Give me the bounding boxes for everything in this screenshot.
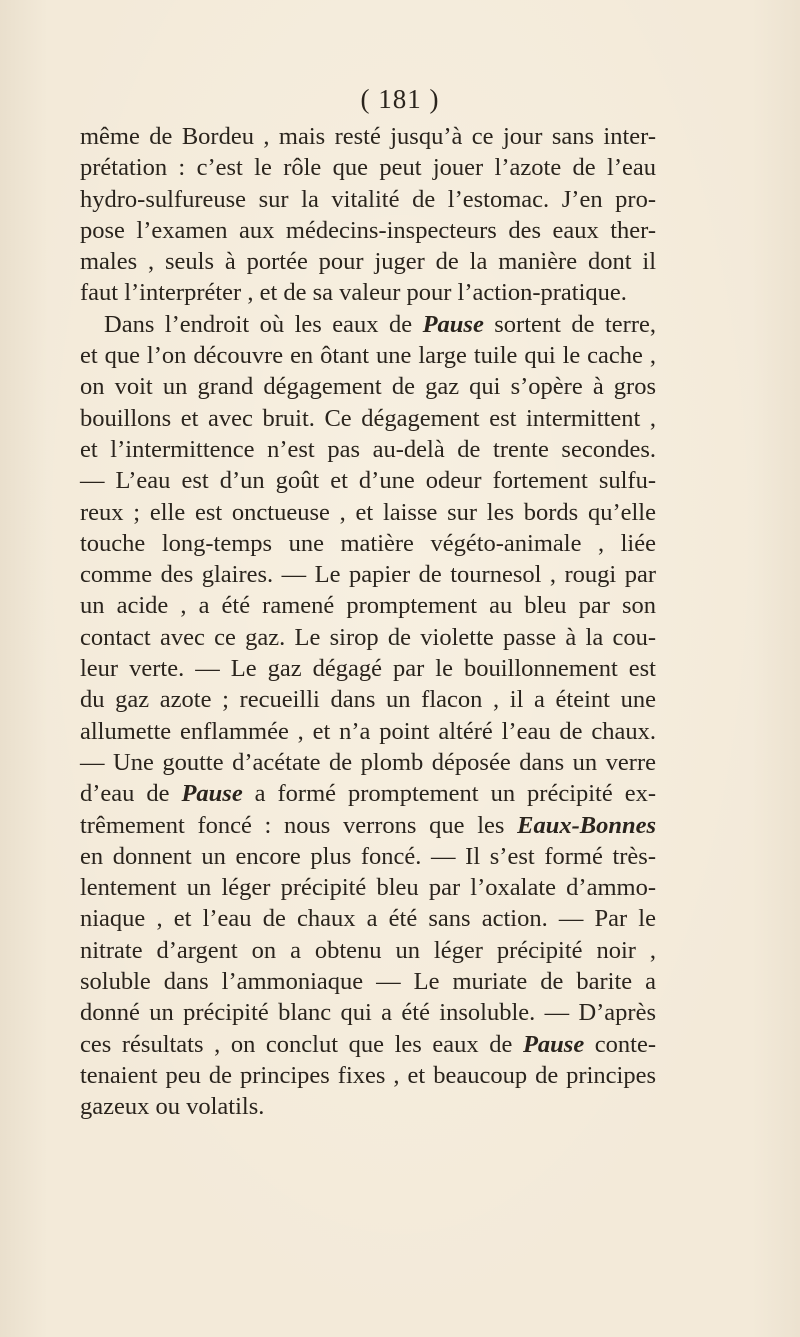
italic-term: Pause — [422, 310, 484, 338]
text-run: a formé promptement un précipité ex- — [242, 780, 656, 808]
page-number: ( 181 ) — [360, 84, 440, 114]
text-line — [80, 810, 656, 841]
text-run: un acide , a été ramené promptement au bleu par son — [80, 592, 656, 620]
text-run: touche long-temps une matière végéto-animale , liée — [80, 529, 656, 557]
text-run: pose l’examen aux médecins-inspecteurs des eaux ther- — [80, 216, 656, 244]
text-run: — L’eau est d’un goût et d’une odeur fortement sulfu- — [80, 467, 656, 495]
text-line — [80, 747, 656, 778]
text-line — [80, 277, 656, 308]
text-run: comme des glaires. — Le papier de tournesol , rougi par — [80, 561, 656, 589]
text-run: trêmement foncé : nous verrons que les — [80, 811, 518, 839]
text-line — [80, 371, 656, 402]
text-line — [80, 966, 656, 997]
text-run: prétation : c’est le rôle que peut jouer l’azote de l’eau — [80, 154, 656, 182]
text-line — [80, 215, 656, 246]
text-run: et que l’on découvre en ôtant une large tuile qui le cache , — [80, 342, 656, 370]
body-text — [80, 121, 656, 1123]
text-run: hydro-sulfureuse sur la vitalité de l’estomac. J’en pro- — [80, 185, 656, 213]
text-line — [80, 403, 656, 434]
text-run: même de Bordeu , mais resté jusqu’à ce jour sans inter- — [80, 123, 656, 150]
text-line — [80, 121, 656, 152]
text-line — [80, 841, 656, 872]
text-run: allumette enflammée , et n’a point altéré l’eau de chaux. — [80, 717, 656, 745]
text-run: niaque , et l’eau de chaux a été sans action. — Par le — [80, 905, 656, 933]
text-run: ces résultats , on conclut que les eaux de — [80, 1030, 523, 1058]
text-line — [80, 653, 656, 684]
text-run: et l’intermittence n’est pas au-delà de trente secondes. — [80, 435, 656, 463]
text-line — [80, 716, 656, 747]
text-line — [80, 778, 656, 809]
text-run: contact avec ce gaz. Le sirop de violette passe à la cou- — [80, 623, 656, 651]
text-run: sortent de terre, — [483, 310, 656, 338]
text-run: d’eau de — [80, 780, 182, 808]
text-run: en donnent un encore plus foncé. — Il s’est formé très- — [80, 842, 656, 870]
italic-term: Pause — [522, 1030, 585, 1058]
text-line — [80, 309, 656, 340]
text-line — [80, 935, 656, 966]
text-line — [80, 872, 656, 903]
text-line — [80, 152, 656, 183]
text-run: leur verte. — Le gaz dégagé par le bouillonnement est — [80, 655, 656, 683]
text-run: du gaz azote ; recueilli dans un flacon , il a éteint une — [80, 686, 656, 714]
text-run: on voit un grand dégagement de gaz qui s’opère à gros — [80, 373, 656, 401]
text-line — [80, 903, 656, 934]
text-run: nitrate d’argent on a obtenu un léger précipité noir , — [80, 936, 656, 964]
text-run: reux ; elle est onctueuse , et laisse sur les bords qu’elle — [80, 498, 656, 526]
text-line — [80, 1091, 656, 1122]
italic-term: Eaux-Bonnes — [517, 811, 656, 839]
text-line — [80, 465, 656, 496]
italic-term: Pause — [181, 780, 243, 808]
text-line — [80, 1029, 656, 1060]
text-line — [80, 559, 656, 590]
text-line — [80, 434, 656, 465]
text-run: donné un précipité blanc qui a été insoluble. — D’après — [80, 999, 656, 1027]
text-run: Dans l’endroit où les eaux de — [104, 310, 423, 338]
text-line — [80, 246, 656, 277]
text-run: bouillons et avec bruit. Ce dégagement est intermittent , — [80, 404, 656, 432]
text-line — [80, 684, 656, 715]
text-line — [80, 997, 656, 1028]
text-line — [80, 590, 656, 621]
text-line — [80, 528, 656, 559]
text-line — [80, 497, 656, 528]
text-run: conte- — [584, 1030, 656, 1058]
text-line — [80, 1060, 656, 1091]
text-line — [80, 184, 656, 215]
text-run: — Une goutte d’acétate de plomb déposée dans un verre — [80, 748, 656, 776]
text-run: gazeux ou volatils. — [80, 1093, 265, 1121]
text-run: lentement un léger précipité bleu par l’oxalate d’ammo- — [80, 874, 656, 902]
text-run: tenaient peu de principes fixes , et beaucoup de principes — [80, 1061, 656, 1089]
text-run: faut l’interpréter , et de sa valeur pour l’action-pratique. — [80, 279, 627, 307]
text-line — [80, 622, 656, 653]
text-line — [80, 340, 656, 371]
text-run: soluble dans l’ammoniaque — Le muriate de barite a — [80, 968, 656, 996]
text-run: males , seuls à portée pour juger de la manière dont il — [80, 248, 656, 276]
